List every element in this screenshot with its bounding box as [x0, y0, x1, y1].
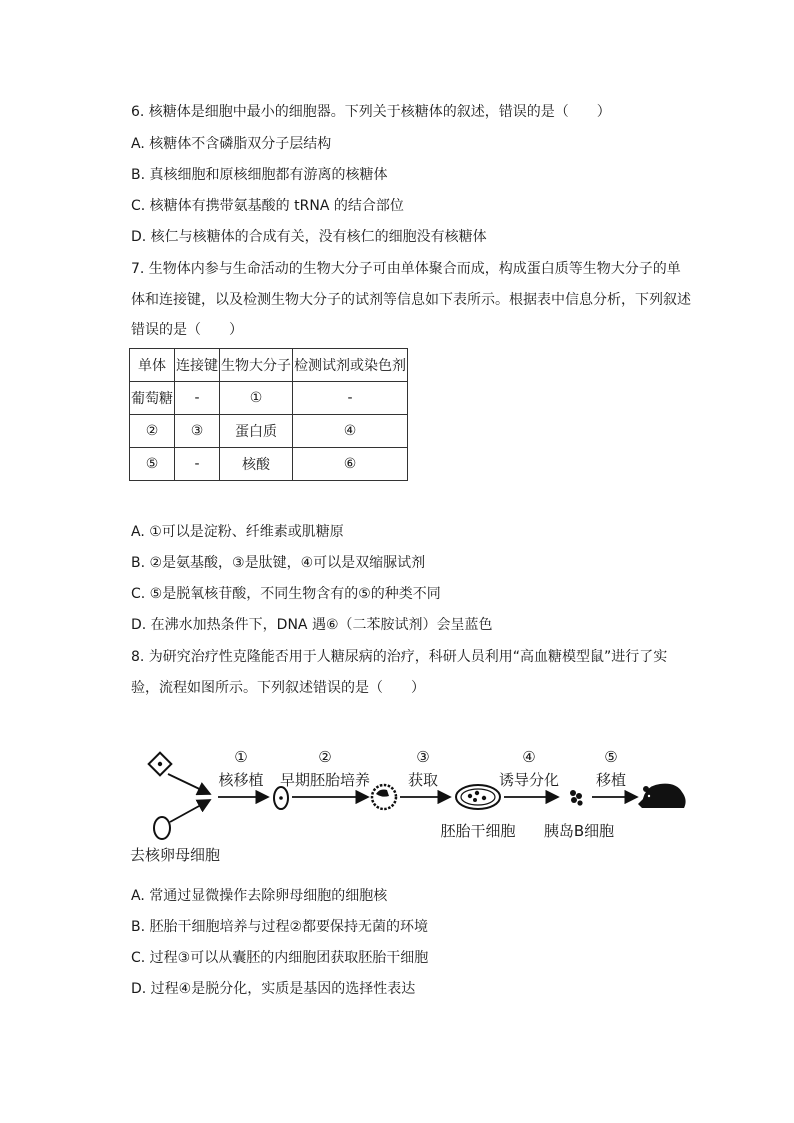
- table-header-row: [130, 349, 408, 382]
- table-row: [130, 382, 408, 415]
- step5-number: ⑤: [604, 748, 618, 766]
- q7-stem-line3: 错误的是（ ）: [131, 322, 243, 338]
- table-row: [130, 415, 408, 448]
- label-egg-cell: 去核卵母细胞: [130, 846, 221, 864]
- table-cell: ④: [293, 415, 408, 448]
- step4-label: 诱导分化: [498, 771, 560, 789]
- table-row: [130, 448, 408, 481]
- table-header-cell: 检测试剂或染色剂: [293, 349, 408, 382]
- cloning-flow-diagram: [130, 742, 690, 872]
- donor-cell-icon: [149, 753, 172, 776]
- table-cell: 核酸: [220, 448, 293, 481]
- step2-number: ②: [318, 748, 332, 766]
- table-cell: ⑥: [293, 448, 408, 481]
- table-header-cell: 连接键: [175, 349, 220, 382]
- step1-number: ①: [234, 748, 248, 766]
- q8-option-c: C. 过程③可以从囊胚的内细胞团获取胚胎干细胞: [131, 950, 429, 966]
- q6-option-b: B. 真核细胞和原核细胞都有游离的核糖体: [131, 167, 388, 183]
- table-cell: ②: [130, 415, 175, 448]
- reconstructed-cell-icon: [274, 787, 288, 809]
- q6-stem: 6. 核糖体是细胞中最小的细胞器。下列关于核糖体的叙述，错误的是（ ）: [131, 104, 611, 120]
- table-cell: 葡萄糖: [130, 382, 175, 415]
- q6-option-a: A. 核糖体不含磷脂双分子层结构: [131, 136, 332, 152]
- q8-stem-line2: 验，流程如图所示。下列叙述错误的是（ ）: [131, 680, 425, 696]
- step1-label: 核移植: [218, 771, 264, 789]
- arrow-icon: [168, 774, 210, 794]
- q8-option-a: A. 常通过显微操作去除卵母细胞的细胞核: [131, 888, 388, 904]
- islet-cells-icon: [570, 790, 583, 806]
- q8-option-d: D. 过程④是脱分化，实质是基因的选择性表达: [131, 981, 416, 997]
- label-stem-cell: 胚胎干细胞: [440, 822, 516, 840]
- culture-dish-icon: [456, 785, 500, 809]
- mouse-icon: [638, 784, 686, 808]
- q7-option-a: A. ①可以是淀粉、纤维素或肌糖原: [131, 524, 344, 540]
- step2-label: 早期胚胎培养: [279, 771, 371, 789]
- q7-stem-line2: 体和连接键，以及检测生物大分子的试剂等信息如下表所示。根据表中信息分析，下列叙述: [131, 292, 691, 308]
- table-cell: ③: [175, 415, 220, 448]
- q7-table: [129, 348, 408, 481]
- table-cell: ①: [220, 382, 293, 415]
- label-islet-cell: 胰岛B细胞: [543, 822, 615, 840]
- blastocyst-icon: [372, 785, 396, 809]
- table-cell: -: [175, 448, 220, 481]
- q8-stem-line1: 8. 为研究治疗性克隆能否用于人糖尿病的治疗，科研人员利用“高血糖模型鼠”进行了实: [131, 649, 668, 665]
- q7-stem-line1: 7. 生物体内参与生命活动的生物大分子可由单体聚合而成，构成蛋白质等生物大分子的单: [131, 261, 681, 277]
- q8-option-b: B. 胚胎干细胞培养与过程②都要保持无菌的环境: [131, 919, 429, 935]
- q7-option-d: D. 在沸水加热条件下，DNA 遇⑥（二苯胺试剂）会呈蓝色: [131, 617, 493, 633]
- step3-number: ③: [416, 748, 430, 766]
- table-cell: -: [293, 382, 408, 415]
- step3-label: 获取: [407, 771, 439, 789]
- step4-number: ④: [522, 748, 536, 766]
- arrow-icon: [170, 800, 210, 822]
- egg-cell-icon: [154, 817, 170, 839]
- q7-option-b: B. ②是氨基酸，③是肽键，④可以是双缩脲试剂: [131, 555, 426, 571]
- table-header-cell: 单体: [130, 349, 175, 382]
- q6-option-d: D. 核仁与核糖体的合成有关，没有核仁的细胞没有核糖体: [131, 229, 487, 245]
- q6-option-c: C. 核糖体有携带氨基酸的 tRNA 的结合部位: [131, 198, 404, 214]
- table-cell: -: [175, 382, 220, 415]
- q7-option-c: C. ⑤是脱氧核苷酸，不同生物含有的⑤的种类不同: [131, 586, 441, 602]
- table-cell: 蛋白质: [220, 415, 293, 448]
- table-cell: ⑤: [130, 448, 175, 481]
- step5-label: 移植: [595, 771, 627, 789]
- table-header-cell: 生物大分子: [220, 349, 293, 382]
